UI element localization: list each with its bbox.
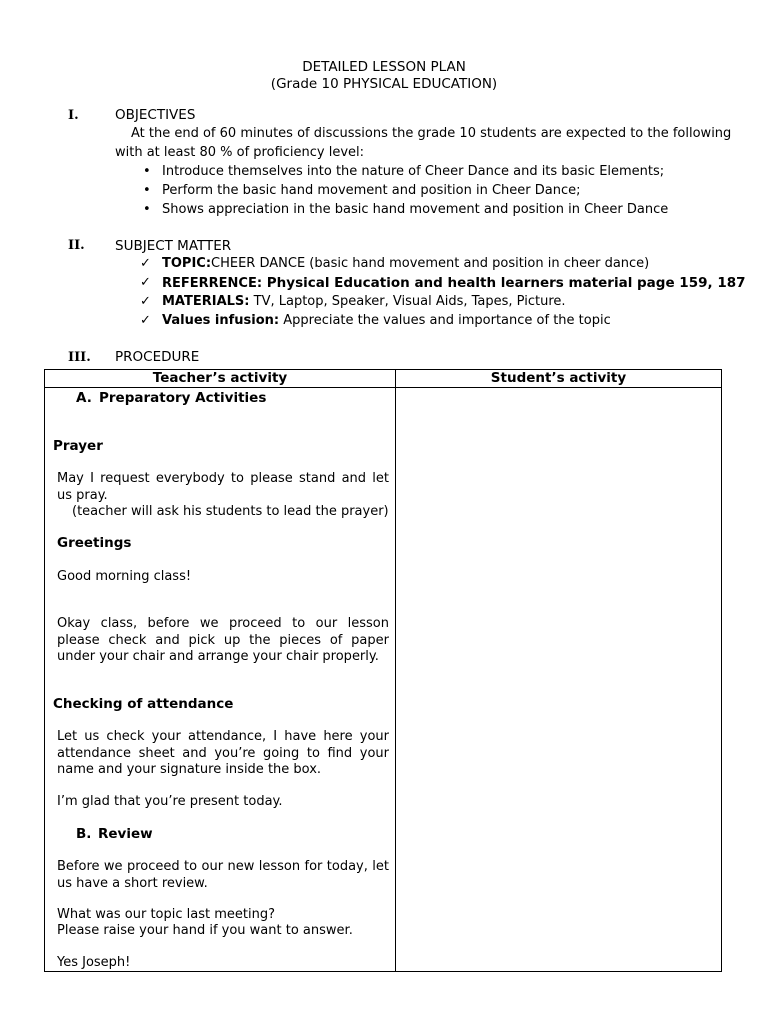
- objectives-intro-line1: At the end of 60 minutes of discussions the grade 10 students are expected to the following: [131, 126, 732, 141]
- teacher-activity-cell: [45, 388, 396, 972]
- review-question: What was our topic last meeting?: [57, 907, 275, 922]
- table-row: [45, 388, 722, 972]
- section-b-letter: B.: [76, 826, 92, 842]
- materials-value: TV, Laptop, Speaker, Visual Aids, Tapes, Picture.: [249, 294, 566, 309]
- bullet-icon: •: [143, 164, 151, 179]
- section-heading-objectives: OBJECTIVES: [115, 107, 196, 123]
- section-number-procedure: III.: [68, 350, 91, 365]
- objective-item: Introduce themselves into the nature of Cheer Dance and its basic Elements;: [162, 164, 665, 179]
- subject-item-topic: [162, 256, 649, 271]
- procedure-table: [44, 369, 722, 972]
- proceed-text: Okay class, before we proceed to our lesson please check and pick up the pieces of paper under your chair and arrange your chair properly.: [57, 616, 389, 664]
- section-a-letter: A.: [76, 390, 92, 406]
- objective-item: Shows appreciation in the basic hand movement and position in Cheer Dance: [162, 202, 669, 217]
- subject-item-reference: [162, 275, 746, 291]
- table-header-row: [45, 370, 722, 388]
- review-instruction: Please raise your hand if you want to answer.: [57, 923, 353, 938]
- topic-label: TOPIC:: [162, 256, 212, 271]
- values-label: Values infusion:: [162, 313, 280, 328]
- prayer-note: (teacher will ask his students to lead the prayer): [72, 504, 389, 519]
- greetings-heading: Greetings: [57, 535, 132, 551]
- topic-value: CHEER DANCE (basic hand movement and position in cheer dance): [211, 256, 650, 271]
- checkmark-icon: ✓: [140, 256, 151, 271]
- greetings-text: Good morning class!: [57, 569, 192, 584]
- bullet-icon: •: [143, 183, 151, 198]
- section-a-title: Preparatory Activities: [99, 390, 267, 406]
- section-number-subject-matter: II.: [68, 238, 85, 253]
- objective-item: Perform the basic hand movement and position in Cheer Dance;: [162, 183, 581, 198]
- reference-value: Physical Education and health learners material page 159, 187: [262, 275, 746, 291]
- document-title: DETAILED LESSON PLAN: [302, 59, 466, 75]
- review-text: Before we proceed to our new lesson for today, let us have a short review.: [57, 859, 389, 891]
- teacher-activity-header: Teacher’s activity: [45, 370, 396, 388]
- subject-item-materials: [162, 294, 566, 309]
- reference-label: REFERRENCE:: [162, 276, 263, 291]
- section-b-title: Review: [98, 826, 153, 842]
- document-subtitle: (Grade 10 PHYSICAL EDUCATION): [270, 76, 498, 92]
- prayer-text: May I request everybody to please stand and let us pray.: [57, 471, 389, 503]
- section-heading-subject-matter: SUBJECT MATTER: [115, 238, 232, 254]
- prayer-heading: Prayer: [53, 438, 103, 454]
- checkmark-icon: ✓: [140, 294, 151, 309]
- section-heading-procedure: PROCEDURE: [115, 349, 200, 365]
- attendance-text: Let us check your attendance, I have here your attendance sheet and you’re going to find your name and your signature inside the box.: [57, 729, 389, 777]
- objectives-intro-line2: with at least 80 % of proficiency level:: [115, 145, 365, 160]
- glad-text: I’m glad that you’re present today.: [57, 794, 283, 809]
- student-activity-header: Student’s activity: [396, 370, 722, 388]
- subject-item-values: [162, 313, 611, 328]
- bullet-icon: •: [143, 202, 151, 217]
- materials-label: MATERIALS:: [162, 294, 250, 309]
- attendance-heading: Checking of attendance: [53, 696, 234, 712]
- checkmark-icon: ✓: [140, 313, 151, 328]
- answer-call: Yes Joseph!: [57, 955, 131, 970]
- checkmark-icon: ✓: [140, 275, 151, 290]
- student-activity-cell: [396, 388, 722, 972]
- values-value: Appreciate the values and importance of the topic: [279, 313, 611, 328]
- section-number-objectives: I.: [68, 108, 79, 123]
